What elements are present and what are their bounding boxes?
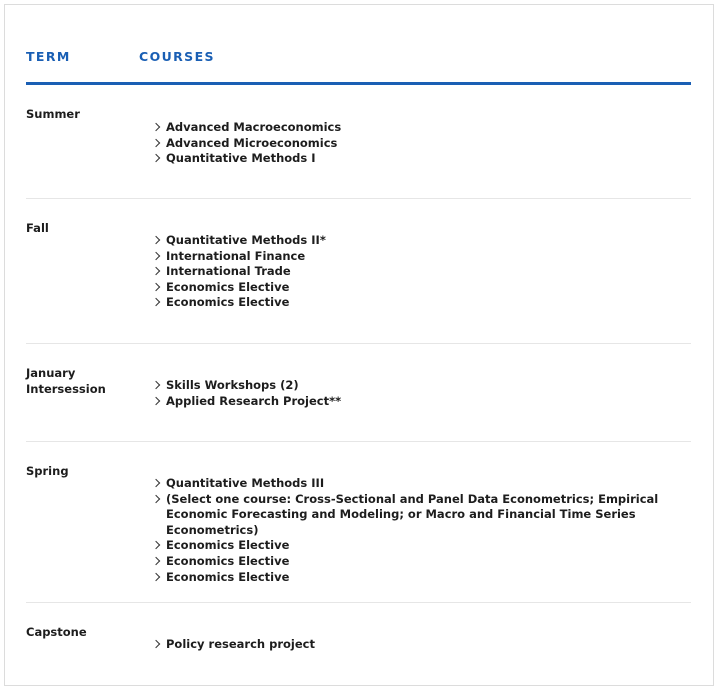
chevron-right-icon	[152, 236, 160, 244]
chevron-right-icon	[152, 640, 160, 648]
courses-column-header: COURSES	[139, 49, 215, 64]
course-item: Quantitative Methods II*	[152, 233, 672, 249]
term-label: Summer	[26, 107, 80, 121]
course-list	[152, 378, 672, 409]
chevron-right-icon	[152, 494, 160, 502]
table-header	[26, 49, 691, 65]
course-item: Economics Elective	[152, 280, 672, 296]
course-item: Advanced Microeconomics	[152, 136, 672, 152]
chevron-right-icon	[152, 541, 160, 549]
row-divider	[26, 343, 691, 344]
chevron-right-icon	[152, 479, 160, 487]
course-item: (Select one course: Cross-Sectional and Panel Data Econometrics; Empirical Economic Forecasting and Modeling; or Macro and Financial Time Series Econometrics)	[152, 492, 672, 539]
chevron-right-icon	[152, 138, 160, 146]
chevron-right-icon	[152, 251, 160, 259]
course-list	[152, 233, 672, 311]
course-item: Quantitative Methods III	[152, 476, 672, 492]
chevron-right-icon	[152, 396, 160, 404]
row-divider	[26, 441, 691, 442]
course-item: Economics Elective	[152, 295, 672, 311]
term-label: Capstone	[26, 625, 87, 639]
course-item: Economics Elective	[152, 570, 672, 586]
chevron-right-icon	[152, 572, 160, 580]
course-list	[152, 476, 672, 585]
chevron-right-icon	[152, 154, 160, 162]
chevron-right-icon	[152, 381, 160, 389]
course-list	[152, 120, 672, 167]
chevron-right-icon	[152, 123, 160, 131]
term-column-header: TERM	[26, 49, 71, 64]
course-item: Economics Elective	[152, 538, 672, 554]
chevron-right-icon	[152, 298, 160, 306]
course-item: Skills Workshops (2)	[152, 378, 672, 394]
header-rule	[26, 82, 691, 85]
chevron-right-icon	[152, 283, 160, 291]
chevron-right-icon	[152, 557, 160, 565]
course-list	[152, 637, 672, 653]
chevron-right-icon	[152, 267, 160, 275]
course-item: International Trade	[152, 264, 672, 280]
row-divider	[26, 198, 691, 199]
course-item: Policy research project	[152, 637, 672, 653]
course-item: International Finance	[152, 249, 672, 265]
term-label: Fall	[26, 221, 49, 235]
course-item: Economics Elective	[152, 554, 672, 570]
term-label: Spring	[26, 464, 69, 478]
course-item: Applied Research Project**	[152, 394, 672, 410]
course-item: Advanced Macroeconomics	[152, 120, 672, 136]
course-item: Quantitative Methods I	[152, 151, 672, 167]
term-label: January Intersession	[26, 366, 106, 396]
row-divider	[26, 602, 691, 603]
